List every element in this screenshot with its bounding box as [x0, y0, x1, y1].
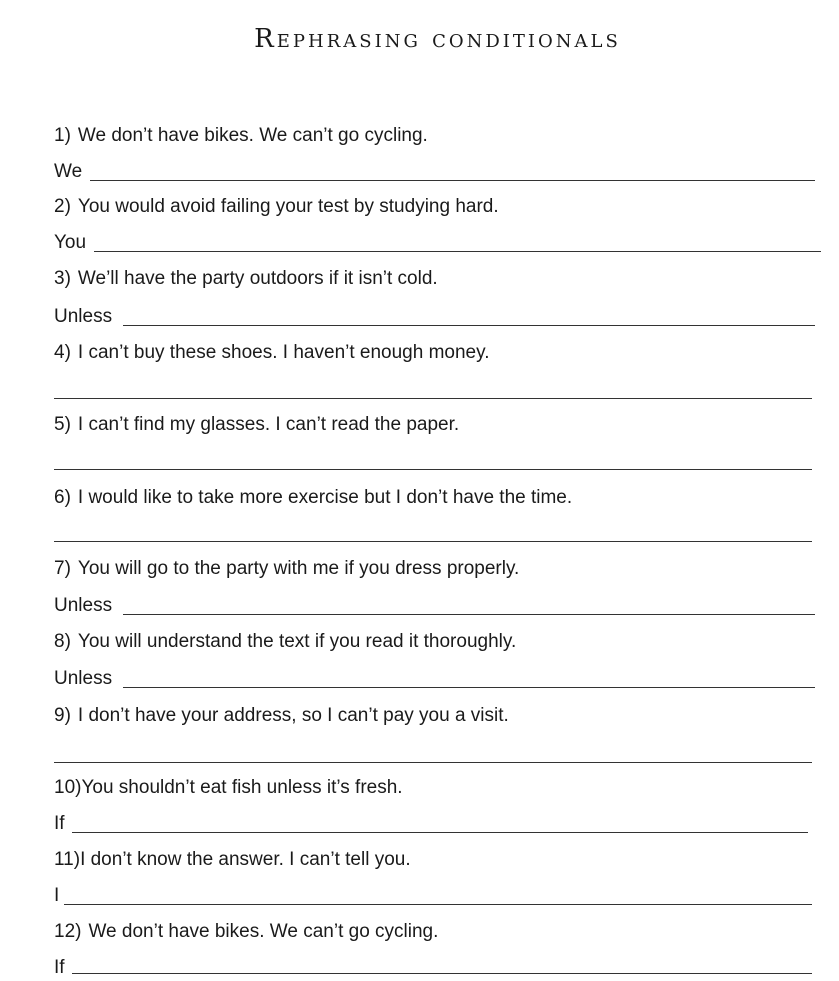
answer-prefix-1 [54, 159, 82, 185]
answer-prefix: Unless [54, 306, 113, 327]
question-number: 10) [54, 777, 82, 798]
question-text: I don’t know the answer. I can’t tell you. [80, 849, 411, 870]
answer-line-5[interactable] [54, 469, 812, 470]
question-text: I would like to take more exercise but I don’t have the time. [77, 487, 573, 508]
question-number: 3) [54, 268, 71, 289]
question-11 [54, 847, 411, 873]
answer-line-12[interactable] [72, 973, 812, 974]
question-3 [54, 266, 438, 292]
question-text: You will go to the party with me if you dress properly. [77, 558, 520, 579]
question-number: 11) [54, 849, 81, 870]
question-text: You will understand the text if you read it thoroughly. [77, 631, 517, 652]
question-text: I can’t find my glasses. I can’t read the paper. [77, 414, 460, 435]
answer-prefix-2 [54, 230, 86, 256]
answer-prefix: I [54, 885, 60, 906]
question-text: You would avoid failing your test by studying hard. [77, 196, 499, 217]
answer-line-7[interactable] [123, 614, 815, 615]
question-1 [54, 123, 428, 149]
answer-line-9[interactable] [54, 762, 812, 763]
question-number: 12) [54, 921, 82, 942]
answer-line-1[interactable] [90, 180, 815, 181]
question-8 [54, 629, 516, 655]
answer-prefix: You [54, 232, 87, 253]
answer-prefix-3 [54, 304, 112, 330]
answer-prefix: Unless [54, 668, 113, 689]
answer-line-10[interactable] [72, 832, 808, 833]
question-4 [54, 340, 490, 366]
answer-prefix-12 [54, 955, 65, 981]
question-number: 5) [54, 414, 71, 435]
question-text: We don’t have bikes. We can’t go cycling. [88, 921, 439, 942]
question-text: I don’t have your address, so I can’t pay you a visit. [77, 705, 509, 726]
answer-prefix: If [54, 813, 65, 834]
question-2 [54, 194, 499, 220]
question-6 [54, 485, 572, 511]
answer-prefix-7 [54, 593, 112, 619]
answer-line-11[interactable] [64, 904, 812, 905]
question-12 [54, 919, 438, 945]
question-number: 9) [54, 705, 71, 726]
answer-prefix: We [54, 161, 83, 182]
question-text: You shouldn’t eat fish unless it’s fresh. [81, 777, 403, 798]
question-7 [54, 556, 519, 582]
question-number: 1) [54, 125, 71, 146]
question-text: We don’t have bikes. We can’t go cycling. [77, 125, 428, 146]
question-text: We’ll have the party outdoors if it isn’t cold. [77, 268, 438, 289]
question-number: 8) [54, 631, 71, 652]
answer-prefix-11 [54, 883, 59, 909]
page-title: Rephrasing conditionals [254, 24, 621, 54]
answer-line-4[interactable] [54, 398, 812, 399]
answer-line-8[interactable] [123, 687, 815, 688]
answer-line-2[interactable] [94, 251, 821, 252]
answer-line-6[interactable] [54, 541, 812, 542]
answer-prefix-8 [54, 666, 112, 692]
question-9 [54, 703, 509, 729]
question-number: 6) [54, 487, 71, 508]
question-text: I can’t buy these shoes. I haven’t enough money. [77, 342, 490, 363]
answer-line-3[interactable] [123, 325, 815, 326]
answer-prefix: If [54, 957, 65, 978]
question-number: 4) [54, 342, 71, 363]
answer-prefix-10 [54, 811, 65, 837]
question-10 [54, 775, 403, 801]
answer-prefix: Unless [54, 595, 113, 616]
question-5 [54, 412, 459, 438]
question-number: 7) [54, 558, 71, 579]
question-number: 2) [54, 196, 71, 217]
